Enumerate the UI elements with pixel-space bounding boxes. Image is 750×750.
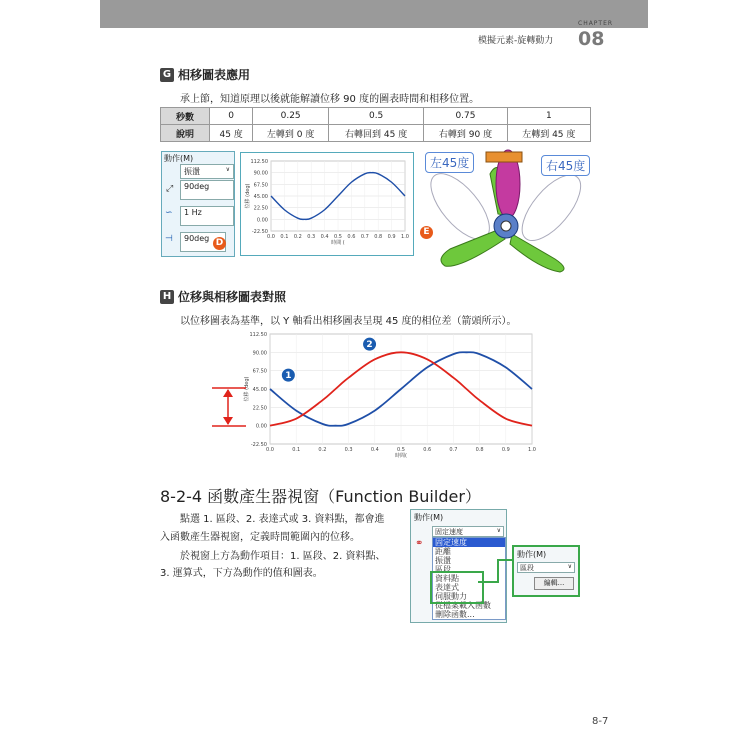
chart-g-frame [240, 152, 414, 256]
chart-g [241, 153, 413, 255]
motion-mode-select[interactable] [180, 164, 234, 179]
chapter-number: 08 [578, 28, 605, 50]
x-axis-label: 時間 ( [331, 240, 345, 246]
y-tick-label: 22.50 [252, 405, 267, 412]
table-cell: 左轉到 45 度 [507, 125, 590, 142]
section-h-intro: 以位移圖表為基準，以 Y 軸看出相移圖表呈現 45 度的相位差（箭頭所示）。 [180, 316, 517, 327]
table-cell: 0 [210, 108, 253, 125]
motion-select[interactable] [432, 526, 504, 537]
list-item[interactable]: 從檔案載入函數 [435, 601, 491, 610]
x-tick-label: 0.0 [267, 234, 275, 240]
x-tick-label: 0.9 [387, 234, 396, 240]
chapter-label: CHAPTER [578, 20, 614, 27]
table-cell: 右轉到 90 度 [424, 125, 507, 142]
connector-line [478, 558, 514, 588]
callout-right-45: 右45度 [541, 155, 590, 176]
table-cell: 45 度 [210, 125, 253, 142]
section-824-para1b: 入函數產生器視窗，定義時間範圍內的位移。 [160, 532, 360, 543]
small-motion-select-value: 區段 [520, 564, 534, 572]
y-tick-label: 0.00 [256, 217, 268, 224]
x-tick-label: 0.9 [501, 447, 510, 453]
y-tick-label: 112.50 [250, 159, 268, 165]
small-window-title: 動作(M) [517, 550, 547, 559]
y-tick-label: 90.00 [253, 170, 268, 177]
y-tick-label: 22.50 [253, 205, 268, 212]
motion-select-value: 固定速度 [435, 528, 463, 536]
y-tick-label: 112.50 [249, 332, 267, 338]
x-tick-label: 1.0 [528, 447, 536, 453]
small-motion-select[interactable] [517, 562, 575, 573]
phase-difference-arrow [210, 384, 250, 430]
y-tick-label: 90.00 [252, 350, 267, 357]
x-tick-label: 0.3 [307, 234, 316, 240]
y-tick-label: 45.00 [253, 194, 268, 200]
x-tick-label: 0.2 [293, 234, 302, 240]
list-item[interactable]: 區段 [435, 565, 451, 574]
x-tick-label: 0.5 [334, 234, 342, 240]
y-axis-label: 位移 (deg) [244, 376, 250, 402]
table-cell: 0.25 [253, 108, 329, 125]
section-h-title: 位移與相移圖表對照 [178, 290, 287, 304]
motion-icon: ⚭ [415, 538, 424, 549]
edit-button[interactable]: 編輯... [534, 577, 574, 590]
x-tick-label: 0.0 [266, 447, 274, 453]
propeller-hub-center [501, 221, 511, 231]
motion-small-window [512, 545, 580, 597]
chevron-down-icon: ∨ [567, 563, 572, 570]
section-824-para2a: 於視窗上方為動作項目：1. 區段、2. 資料點、 [180, 551, 386, 562]
amplitude-icon: ⤢ [166, 184, 174, 194]
table-cell: 秒數 [161, 108, 210, 125]
list-item[interactable]: 伺服動力 [435, 592, 467, 601]
list-item[interactable]: 表達式 [435, 583, 459, 592]
phase-icon: ⊣ [165, 234, 173, 244]
badge-d: D [213, 237, 226, 250]
y-tick-label: 45.00 [252, 387, 267, 393]
chevron-down-icon: ∨ [225, 166, 230, 173]
section-g-heading [160, 66, 250, 83]
table-row [161, 125, 591, 142]
y-tick-label: 67.50 [252, 368, 267, 375]
x-tick-label: 0.1 [292, 447, 301, 453]
list-item[interactable]: 資料點 [435, 574, 459, 583]
list-item[interactable]: 距離 [435, 547, 451, 556]
chart-h-frame [240, 330, 540, 466]
list-item[interactable]: 固定速度 [433, 538, 505, 547]
badge-e: E [420, 226, 433, 239]
table-cell: 1 [507, 108, 590, 125]
phase-table [160, 107, 591, 142]
chevron-down-icon: ∨ [496, 527, 501, 534]
highlight-box [430, 571, 484, 604]
callout-left-45: 左45度 [425, 152, 474, 173]
amplitude-input[interactable]: 90deg [180, 180, 234, 200]
table-cell: 0.75 [424, 108, 507, 125]
x-tick-label: 0.3 [344, 447, 353, 453]
section-h-heading [160, 288, 286, 305]
section-824-title: 8-2-4 函數產生器視窗（Function Builder） [160, 487, 481, 506]
section-h-badge: H [160, 290, 174, 304]
frequency-input[interactable]: 1 Hz [180, 206, 234, 226]
y-tick-label: 67.50 [253, 182, 268, 189]
chart-h [240, 330, 540, 466]
list-item[interactable]: 振盪 [435, 556, 451, 565]
motion-mode-value: 振盪 [184, 167, 200, 176]
x-tick-label: 0.7 [449, 447, 458, 453]
x-tick-label: 1.0 [401, 234, 409, 240]
x-tick-label: 0.8 [475, 447, 484, 453]
section-g-intro: 承上節，知道原理以後就能解讀位移 90 度的圖表時間和相移位置。 [180, 94, 480, 105]
y-tick-label: -22.50 [250, 442, 267, 448]
table-cell: 說明 [161, 125, 210, 142]
section-824-para1a: 點選 1. 區段、2. 表達式或 3. 資料點，都會進 [180, 514, 385, 525]
section-g-title: 相移圖表應用 [178, 68, 251, 82]
frequency-icon: ∽ [165, 208, 173, 218]
y-tick-label: 0.00 [255, 423, 267, 430]
table-row [161, 108, 591, 125]
x-tick-label: 0.6 [347, 234, 356, 240]
motion-panel-title: 動作(M) [164, 154, 194, 163]
section-824-para2b: 3. 運算式，下方為動作的值和圖表。 [160, 568, 323, 579]
badge-1-label: 1 [285, 371, 292, 382]
table-cell: 0.5 [328, 108, 423, 125]
x-axis-label: 時間( [395, 453, 407, 459]
table-cell: 右轉回到 45 度 [328, 125, 423, 142]
badge-2-label: 2 [366, 340, 373, 351]
section-g-badge: G [160, 68, 174, 82]
list-item[interactable]: 刪除函數... [435, 610, 475, 619]
x-tick-label: 0.4 [320, 234, 329, 240]
x-tick-label: 0.6 [423, 447, 432, 453]
x-tick-label: 0.1 [280, 234, 289, 240]
x-tick-label: 0.2 [318, 447, 327, 453]
propeller-gear [486, 152, 522, 162]
dropdown-window-title: 動作(M) [414, 513, 444, 522]
y-axis-label: 位移 (deg) [245, 183, 251, 209]
phase-input[interactable]: 90deg [180, 232, 226, 252]
table-cell: 左轉到 0 度 [253, 125, 329, 142]
x-tick-label: 0.4 [370, 447, 379, 453]
page-number: 8-7 [592, 716, 609, 727]
y-tick-label: -22.50 [251, 229, 268, 235]
x-tick-label: 0.8 [374, 234, 383, 240]
chapter-title: 模擬元素-旋轉動力 [478, 36, 554, 46]
x-tick-label: 0.7 [360, 234, 369, 240]
motion-panel [161, 151, 235, 257]
header-bar [100, 0, 648, 28]
x-tick-label: 0.5 [397, 447, 405, 453]
